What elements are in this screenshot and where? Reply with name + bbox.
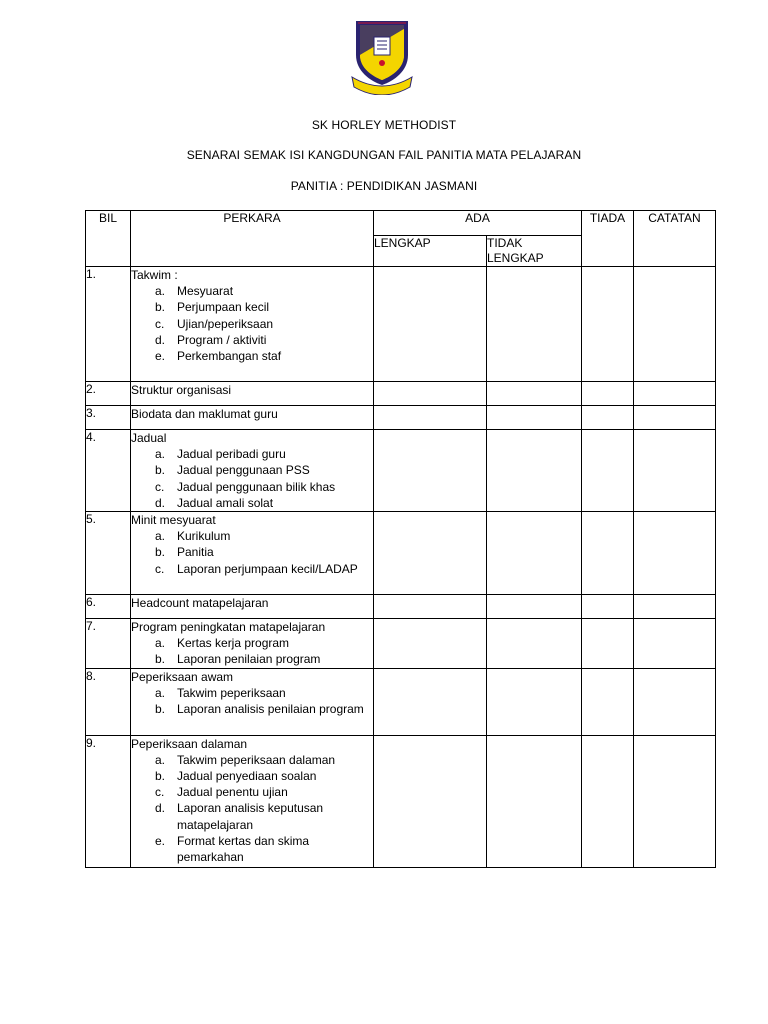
school-crest-logo: [346, 15, 418, 95]
tiada-cell[interactable]: [582, 382, 634, 406]
row-item: [131, 619, 374, 669]
sub-item-text: Laporan penilaian program: [177, 652, 321, 667]
tidak-lengkap-cell[interactable]: [487, 267, 582, 382]
sub-item-text: Perjumpaan kecil: [177, 300, 270, 315]
checklist-table: [85, 210, 716, 868]
sub-item-letter: c.: [155, 785, 165, 800]
row-number: 4.: [86, 430, 131, 512]
sub-item: [155, 299, 373, 315]
sub-item: [155, 316, 373, 332]
table-row: [86, 619, 716, 669]
sub-item-text: Laporan analisis keputusan matapelajaran: [177, 801, 324, 832]
tidak-lengkap-cell[interactable]: [487, 595, 582, 619]
sub-item: [155, 768, 373, 784]
sub-item-letter: e.: [155, 349, 166, 364]
tidak-lengkap-cell[interactable]: [487, 430, 582, 512]
sub-item-text: Jadual penyediaan soalan: [177, 769, 317, 784]
row-number: 5.: [86, 512, 131, 595]
sub-item-text: Jadual penggunaan bilik khas: [177, 479, 336, 494]
sub-item-text: Jadual amali solat: [177, 495, 274, 510]
sub-item-text: Perkembangan staf: [177, 349, 282, 364]
tiada-cell[interactable]: [582, 735, 634, 867]
lengkap-cell[interactable]: [374, 430, 487, 512]
table-row: [86, 668, 716, 735]
sub-item-text: Mesyuarat: [177, 284, 234, 299]
catatan-cell[interactable]: [634, 595, 716, 619]
sub-item-letter: b.: [155, 702, 166, 717]
catatan-cell[interactable]: [634, 619, 716, 669]
sub-item: [155, 283, 373, 299]
row-item: [131, 595, 374, 619]
sub-item: [155, 495, 373, 511]
document-title: SENARAI SEMAK ISI KANGDUNGAN FAIL PANITIA MATA PELAJARAN: [186, 148, 582, 162]
col-header-lengkap: LENGKAP: [374, 236, 487, 267]
col-header-tidak-lengkap: TIDAK LENGKAP: [487, 236, 582, 267]
tiada-cell[interactable]: [582, 267, 634, 382]
table-row: [86, 406, 716, 430]
lengkap-cell[interactable]: [374, 512, 487, 595]
row-item: [131, 406, 374, 430]
row-number: 8.: [86, 668, 131, 735]
tidak-lengkap-cell[interactable]: [487, 382, 582, 406]
col-header-tiada: TIADA: [582, 211, 634, 267]
sub-item-letter: b.: [155, 769, 166, 784]
sub-item-letter: a.: [155, 284, 166, 299]
tiada-cell[interactable]: [582, 595, 634, 619]
sub-item-list: [131, 283, 373, 364]
sub-item: [155, 528, 373, 544]
row-number: 3.: [86, 406, 131, 430]
tidak-lengkap-cell[interactable]: [487, 619, 582, 669]
catatan-cell[interactable]: [634, 382, 716, 406]
table-row: [86, 267, 716, 382]
sub-item: [155, 833, 373, 865]
sub-item-text: Laporan analisis penilaian program: [177, 702, 364, 717]
sub-item: [155, 800, 373, 832]
sub-item-letter: d.: [155, 801, 166, 816]
sub-item-letter: c.: [155, 561, 165, 576]
sub-item-letter: a.: [155, 752, 166, 767]
sub-item: [155, 462, 373, 478]
catatan-cell[interactable]: [634, 430, 716, 512]
tiada-cell[interactable]: [582, 430, 634, 512]
sub-item-text: Ujian/peperiksaan: [177, 316, 274, 331]
sub-item-letter: d.: [155, 332, 166, 347]
sub-item-text: Takwim peperiksaan dalaman: [177, 752, 336, 767]
table-row: [86, 430, 716, 512]
col-header-perkara: PERKARA: [131, 211, 374, 267]
sub-item-text: Jadual penggunaan PSS: [177, 463, 310, 478]
row-number: 9.: [86, 735, 131, 867]
lengkap-cell[interactable]: [374, 595, 487, 619]
sub-item-letter: b.: [155, 545, 166, 560]
catatan-cell[interactable]: [634, 735, 716, 867]
sub-item: [155, 332, 373, 348]
sub-item-letter: e.: [155, 833, 166, 848]
sub-item-text: Takwim peperiksaan: [177, 685, 286, 700]
table-row: [86, 512, 716, 595]
sub-item-list: [131, 685, 373, 717]
item-title: Struktur organisasi: [131, 383, 232, 397]
sub-item-list: [131, 446, 373, 511]
item-title: Takwim :: [131, 268, 178, 282]
row-item: [131, 512, 374, 595]
tidak-lengkap-cell[interactable]: [487, 406, 582, 430]
sub-item-text: Panitia: [177, 545, 214, 560]
sub-item: [155, 446, 373, 462]
item-title: Headcount matapelajaran: [131, 596, 269, 611]
sub-item-text: Laporan perjumpaan kecil/LADAP: [177, 561, 358, 576]
item-title: Jadual: [131, 431, 167, 445]
sub-item: [155, 635, 373, 651]
sub-item-text: Program / aktiviti: [177, 332, 267, 347]
tidak-lengkap-cell[interactable]: [487, 735, 582, 867]
lengkap-cell[interactable]: [374, 735, 487, 867]
sub-item: [155, 561, 373, 577]
sub-item: [155, 651, 373, 667]
sub-item: [155, 685, 373, 701]
tidak-lengkap-cell[interactable]: [487, 668, 582, 735]
sub-item-letter: c.: [155, 479, 165, 494]
col-header-catatan: CATATAN: [634, 211, 716, 267]
sub-item-text: Jadual penentu ujian: [177, 785, 288, 800]
sub-item-letter: b.: [155, 463, 166, 478]
item-title: Peperiksaan awam: [131, 669, 234, 684]
row-item: [131, 668, 374, 735]
row-item: [131, 430, 374, 512]
catatan-cell[interactable]: [634, 406, 716, 430]
lengkap-cell[interactable]: [374, 406, 487, 430]
panel-name: PANITIA : PENDIDIKAN JASMANI: [290, 179, 478, 193]
catatan-cell[interactable]: [634, 267, 716, 382]
sub-item-list: [131, 752, 373, 865]
item-title: Minit mesyuarat: [131, 513, 216, 528]
sub-item-letter: a.: [155, 685, 166, 700]
sub-item: [155, 479, 373, 495]
row-number: 7.: [86, 619, 131, 669]
tidak-lengkap-cell[interactable]: [487, 512, 582, 595]
sub-item-letter: b.: [155, 652, 166, 667]
lengkap-cell[interactable]: [374, 267, 487, 382]
tiada-cell[interactable]: [582, 406, 634, 430]
table-row: [86, 595, 716, 619]
table-row: [86, 735, 716, 867]
lengkap-cell[interactable]: [374, 382, 487, 406]
sub-item: [155, 784, 373, 800]
sub-item-text: Kertas kerja program: [177, 636, 290, 651]
lengkap-cell[interactable]: [374, 668, 487, 735]
sub-item-text: Format kertas dan skima pemarkahan: [177, 833, 310, 865]
school-name: SK HORLEY METHODIST: [311, 118, 457, 132]
sub-item-letter: d.: [155, 495, 166, 510]
catatan-cell[interactable]: [634, 512, 716, 595]
row-item: [131, 382, 374, 406]
item-title: Peperiksaan dalaman: [131, 736, 248, 751]
row-item: [131, 735, 374, 867]
checklist-body: [86, 267, 716, 868]
header-row: [86, 211, 716, 236]
sub-item-letter: b.: [155, 300, 166, 315]
sub-item-letter: a.: [155, 636, 166, 651]
row-item: [131, 267, 374, 382]
sub-item: [155, 701, 373, 717]
sub-item-list: [131, 528, 373, 577]
tiada-cell[interactable]: [582, 668, 634, 735]
sub-item: [155, 348, 373, 364]
sub-item: [155, 544, 373, 560]
tiada-cell[interactable]: [582, 512, 634, 595]
item-title: Program peningkatan matapelajaran: [131, 620, 326, 635]
row-number: 6.: [86, 595, 131, 619]
sub-item-letter: a.: [155, 529, 166, 544]
lengkap-cell[interactable]: [374, 619, 487, 669]
row-number: 1.: [86, 267, 131, 382]
col-header-ada: ADA: [374, 211, 582, 236]
table-row: [86, 382, 716, 406]
col-header-bil: BIL: [86, 211, 131, 267]
sub-item-list: [131, 635, 373, 667]
item-title: Biodata dan maklumat guru: [131, 407, 278, 421]
sub-item-letter: a.: [155, 447, 166, 462]
sub-item: [155, 752, 373, 768]
sub-item-text: Jadual peribadi guru: [177, 447, 286, 462]
row-number: 2.: [86, 382, 131, 406]
tiada-cell[interactable]: [582, 619, 634, 669]
sub-item-letter: c.: [155, 316, 165, 331]
catatan-cell[interactable]: [634, 668, 716, 735]
sub-item-text: Kurikulum: [177, 529, 231, 544]
